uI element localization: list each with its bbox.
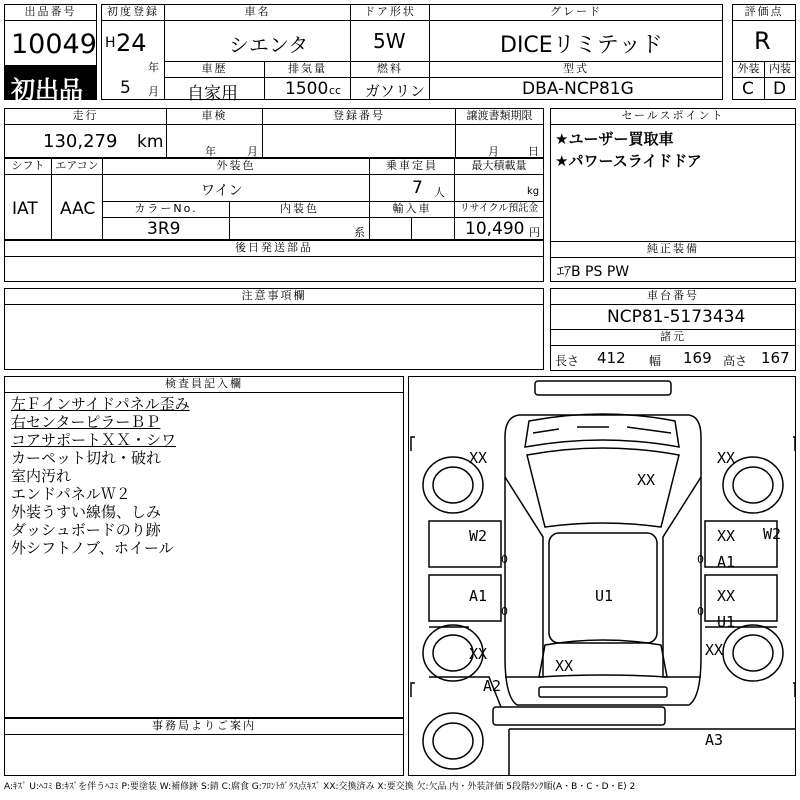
height: 167 bbox=[761, 349, 790, 367]
registration-number-label: 登録番号 bbox=[262, 108, 456, 125]
aircon: AAC bbox=[60, 199, 96, 219]
displacement-label: 排気量 bbox=[264, 61, 351, 78]
max-load-cell: kg bbox=[454, 174, 544, 202]
fuel-label: 燃料 bbox=[350, 61, 430, 78]
damage-mark: A3 bbox=[705, 731, 724, 749]
damage-mark: XX bbox=[469, 449, 488, 467]
mileage-cell: 130,279 km bbox=[4, 124, 167, 158]
sales-points-label: セールスポイント bbox=[550, 108, 796, 125]
chassis-label: 車台番号 bbox=[550, 288, 796, 305]
damage-mark: XX bbox=[555, 657, 574, 675]
dimensions-cell: 長さ 412 幅 169 高さ 167 bbox=[550, 345, 796, 371]
history-cell bbox=[164, 77, 265, 104]
damage-diagram bbox=[408, 376, 796, 776]
color-number-label: カラーNo. bbox=[102, 201, 230, 218]
chassis-cell bbox=[550, 304, 796, 330]
notes-label: 注意事項欄 bbox=[4, 288, 544, 305]
office-cell bbox=[4, 734, 404, 776]
import-label: 輸入車 bbox=[369, 201, 455, 218]
capacity: 7 bbox=[412, 178, 423, 198]
remark-line: 室内汚れ bbox=[11, 467, 72, 485]
width: 169 bbox=[683, 349, 712, 367]
interior-label: 内装 bbox=[764, 61, 796, 78]
equipment-label: 純正装備 bbox=[550, 241, 796, 258]
score-label: 評価点 bbox=[732, 4, 796, 21]
color-number-cell bbox=[102, 217, 230, 240]
recycle-cell: 10,490 円 bbox=[454, 217, 544, 240]
notes-cell bbox=[4, 304, 544, 370]
remark-line: エンドパネルＷ２ bbox=[11, 485, 131, 503]
shift-cell bbox=[4, 174, 52, 240]
first-listing-badge: 初出品 bbox=[4, 65, 97, 100]
interior-grade: D bbox=[773, 79, 787, 99]
exterior-label: 外装 bbox=[732, 61, 765, 78]
model-name: シエンタ bbox=[229, 33, 309, 57]
zero-mark: 0 bbox=[501, 605, 508, 618]
damage-mark: A1 bbox=[717, 553, 736, 571]
shift: IAT bbox=[12, 199, 38, 219]
damage-mark: U1 bbox=[595, 587, 614, 605]
type-label: 型式 bbox=[429, 61, 723, 78]
chassis-number: NCP81-5173434 bbox=[607, 307, 746, 327]
grade-label: グレード bbox=[429, 4, 723, 21]
color-number: 3R9 bbox=[147, 219, 181, 239]
mileage-label: 走行 bbox=[4, 108, 167, 125]
registration-month: 5 bbox=[120, 78, 131, 98]
door-cell bbox=[350, 20, 430, 62]
damage-mark: W2 bbox=[469, 527, 488, 545]
mileage: 130,279 bbox=[43, 131, 118, 152]
score-cell bbox=[732, 20, 796, 62]
exterior-color: ワイン bbox=[201, 183, 243, 199]
damage-mark: U1 bbox=[717, 613, 736, 631]
later-parts-cell bbox=[4, 256, 544, 282]
fuel-cell bbox=[350, 77, 430, 100]
inspector-label: 検査員記入欄 bbox=[4, 376, 404, 393]
inspection-label: 車検 bbox=[166, 108, 263, 125]
inspection-cell: 年 月 bbox=[166, 124, 263, 158]
exterior-color-cell bbox=[102, 174, 370, 202]
first-registration-label: 初度登録 bbox=[101, 4, 165, 21]
damage-mark: XX bbox=[469, 645, 488, 663]
remark-line: 外装うすい線傷、しみ bbox=[11, 503, 162, 521]
import-cell bbox=[369, 217, 455, 240]
displacement: 1500 bbox=[285, 79, 329, 99]
aircon-label: エアコン bbox=[51, 158, 103, 175]
interior-color-cell: 系 bbox=[229, 217, 370, 240]
exterior-grade: C bbox=[742, 79, 754, 99]
exterior-color-label: 外装色 bbox=[102, 158, 370, 175]
model-label: 車名 bbox=[164, 4, 351, 21]
dimensions-label: 諸元 bbox=[550, 329, 796, 346]
history-label: 車歴 bbox=[164, 61, 265, 78]
registration-year: 24 bbox=[116, 29, 147, 57]
model-cell bbox=[164, 20, 351, 62]
first-registration-cell: H 24 年 5 月 bbox=[101, 20, 165, 100]
shift-label: シフト bbox=[4, 158, 52, 175]
car-diagram bbox=[409, 377, 795, 775]
length: 412 bbox=[597, 349, 626, 367]
sales-points bbox=[550, 124, 796, 242]
lot-number-cell bbox=[4, 20, 97, 66]
door-type: 5W bbox=[373, 29, 406, 53]
grade: DICEリミテッド bbox=[500, 33, 663, 58]
zero-mark: 0 bbox=[697, 605, 704, 618]
sales-point: ★パワースライドドア bbox=[555, 152, 702, 170]
damage-mark: XX bbox=[717, 449, 736, 467]
recycle-deposit: 10,490 bbox=[465, 219, 525, 239]
damage-mark: A1 bbox=[469, 587, 488, 605]
remark-line: 左Ｆインサイドパネル歪み bbox=[11, 395, 190, 413]
damage-mark: W2 bbox=[763, 525, 782, 543]
remark-line: ダッシュボードのり跡 bbox=[11, 521, 161, 539]
equipment: ｴｱB PS PW bbox=[557, 264, 630, 280]
damage-mark: XX bbox=[717, 527, 736, 545]
damage-mark: XX bbox=[637, 471, 656, 489]
transfer-deadline-cell: 月 日 bbox=[455, 124, 544, 158]
history: 自家用 bbox=[187, 84, 238, 104]
exterior-cell bbox=[732, 77, 765, 100]
registration-number-cell bbox=[262, 124, 456, 158]
remark-line: カーペット切れ・破れ bbox=[11, 449, 162, 467]
zero-mark: 0 bbox=[501, 553, 508, 566]
remark-line: 外シフトノブ、ホイール bbox=[11, 539, 174, 557]
lot-number-label: 出品番号 bbox=[4, 4, 97, 21]
office-label: 事務局よりご案内 bbox=[4, 718, 404, 735]
remark-line: コアサポートＸＸ・シワ bbox=[11, 431, 177, 449]
capacity-cell: 7 人 bbox=[369, 174, 455, 202]
type-code: DBA-NCP81G bbox=[522, 79, 634, 99]
aircon-cell bbox=[51, 174, 103, 240]
interior-color-label: 内装色 bbox=[229, 201, 370, 218]
legend-footer: A:ｷｽﾞ U:ﾍｺﾐ B:ｷｽﾞを伴うﾍｺﾐ P:要塗装 W:補修跡 S:錆 C:腐食 G:ﾌﾛﾝﾄｶﾞﾗｽ点ｷｽﾞ XX:交換済み X:要交換 欠:欠品 内・外装評価 5段階ﾗﾝｸ順(A・B・C・D・E) 2 bbox=[4, 782, 636, 792]
grade-cell bbox=[429, 20, 723, 62]
recycle-label: リサイクル預託金 bbox=[454, 201, 544, 218]
transfer-deadline-label: 譲渡書類期限 bbox=[455, 108, 544, 125]
score: R bbox=[754, 27, 771, 55]
era: H bbox=[105, 35, 116, 51]
max-load-label: 最大積載量 bbox=[454, 158, 544, 175]
remark-line: 右センターピラーＢＰ bbox=[11, 413, 161, 431]
damage-mark: A2 bbox=[483, 677, 502, 695]
sales-point: ★ユーザー買取車 bbox=[555, 130, 674, 148]
fuel: ガソリン bbox=[365, 82, 426, 100]
later-parts-label: 後日発送部品 bbox=[4, 240, 544, 257]
damage-mark: XX bbox=[717, 587, 736, 605]
interior-cell bbox=[764, 77, 796, 100]
door-label: ドア形状 bbox=[350, 4, 430, 21]
damage-mark: XX bbox=[705, 641, 724, 659]
inspector-remarks bbox=[4, 392, 404, 718]
zero-mark: 0 bbox=[697, 553, 704, 566]
lot-number: 10049 bbox=[11, 29, 97, 60]
equipment-cell bbox=[550, 257, 796, 282]
capacity-label: 乗車定員 bbox=[369, 158, 455, 175]
type-cell bbox=[429, 77, 723, 100]
displacement-cell: 1500 cc bbox=[264, 77, 351, 100]
